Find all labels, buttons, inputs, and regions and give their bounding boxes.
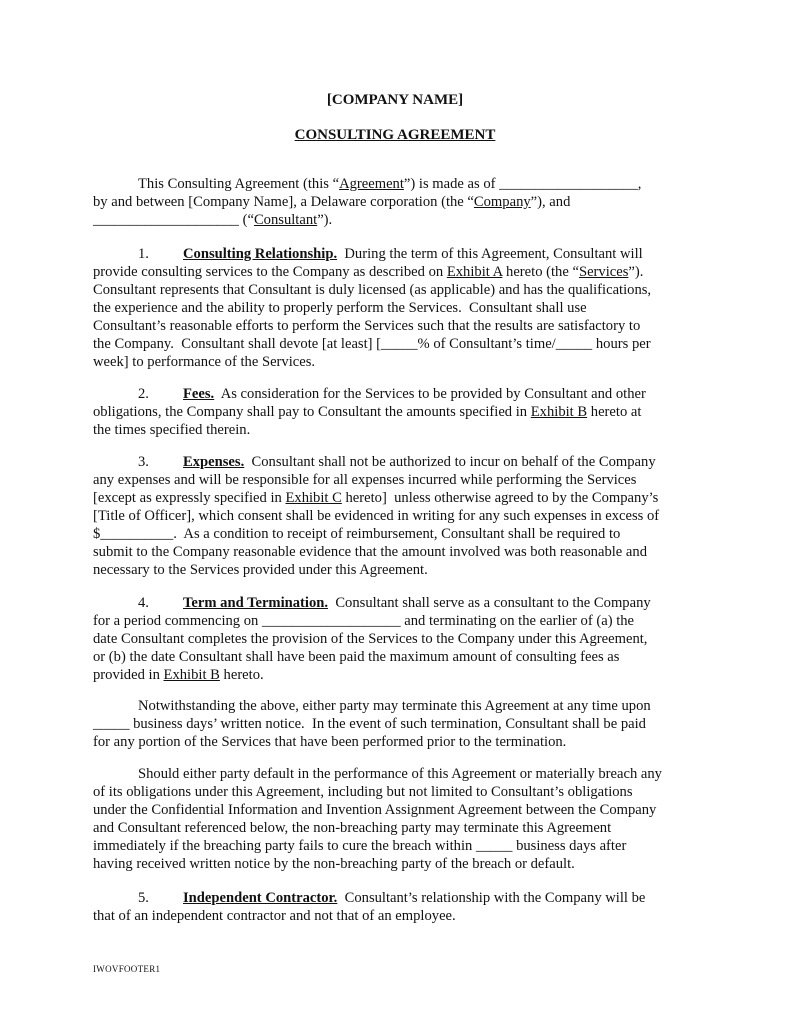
- default-paragraph: Should either party default in the performance of this Agreement or materially breach any of its obligations under this Agreement, including but not limited to Consultant’s obligations under the Confidential Information and Invention Assignment Agreement between the Company and Consultant referenced below, the non-breaching party may terminate this Agreement immediately if the breaching party fails to cure the breach within _____ business days after having received written notice by the non-breaching party of the breach or default.: [93, 766, 662, 872]
- section-4-term-and-termination: 4. Term and Termination. Consultant shall serve as a consultant to the Company for a period commencing on ___________________ and terminating on the earlier of (a) the date Consultant completes the provision of the Services to the Company under this Agreement, or (b) the date Consultant shall have been paid the maximum amount of consulting fees as provided in Exhibit B hereto.: [93, 595, 651, 683]
- section-heading: Term and Termination.: [183, 595, 329, 611]
- document-title: CONSULTING AGREEMENT: [294, 127, 496, 143]
- section-1-consulting-relationship: 1. Consulting Relationship. During the term of this Agreement, Consultant will provide consulting services to the Company as described on Exhibit A hereto (the “Services”). Consultant represents that Consultant is duly licensed (as applicable) and has the qualifications, the experience and the ability to properly perform the Services. Consultant shall use Consultant’s reasonable efforts to perform the Services such that the results are satisfactory to the Company. Consultant shall devote [at least] [_____% of Consultant’s time/_____ hours per week] to performance of the Services.: [93, 246, 652, 370]
- section-number: 4.: [138, 595, 149, 611]
- intro-paragraph: This Consulting Agreement (this “Agreement”) is made as of ___________________, by and between [Company Name], a Delaware corporation (the “Company”), and ____________________ (“Consultant”).: [93, 176, 642, 228]
- defined-term-consultant: Consultant: [253, 212, 318, 228]
- section-heading: Expenses.: [183, 454, 245, 470]
- defined-term-agreement: Agreement: [339, 176, 404, 192]
- section-heading: Fees.: [183, 386, 215, 402]
- exhibit-c-reference: Exhibit C: [285, 490, 342, 506]
- company-name: [COMPANY NAME]: [326, 92, 464, 108]
- section-2-fees: 2. Fees. As consideration for the Services to be provided by Consultant and other obligations, the Company shall pay to Consultant the amounts specified in Exhibit B hereto at the times specified therein.: [93, 386, 646, 438]
- section-number: 1.: [138, 246, 149, 262]
- section-5-independent-contractor: 5. Independent Contractor. Consultant’s relationship with the Company will be that of an independent contractor and not that of an employee.: [93, 890, 646, 924]
- section-heading: Consulting Relationship.: [183, 246, 338, 262]
- defined-term-services: Services: [578, 264, 629, 280]
- document-footer: IWOVFOOTER1: [93, 964, 161, 974]
- section-3-expenses: 3. Expenses. Consultant shall not be authorized to incur on behalf of the Company any expenses and will be responsible for all expenses incurred while performing the Services [except as expressly specified in Exhibit C hereto] unless otherwise agreed to by the Company’s [Title of Officer], which consent shall be evidenced in writing for any such expenses in excess of $__________. As a condition to receipt of reimbursement, Consultant shall be required to submit to the Company reasonable evidence that the amount involved was both reasonable and necessary to the Services provided under this Agreement.: [93, 454, 660, 578]
- section-number: 3.: [138, 454, 149, 470]
- exhibit-b-reference: Exhibit B: [163, 667, 220, 683]
- notwithstanding-paragraph: Notwithstanding the above, either party may terminate this Agreement at any time upon _____ business days’ written notice. In the event of such termination, Consultant shall be paid for any portion of the Services that have been performed prior to the termination.: [93, 698, 651, 750]
- section-heading: Independent Contractor.: [183, 890, 338, 906]
- defined-term-company: Company: [473, 194, 531, 210]
- exhibit-b-reference: Exhibit B: [530, 404, 588, 420]
- exhibit-a-reference: Exhibit A: [446, 264, 503, 280]
- section-number: 2.: [138, 386, 149, 402]
- section-number: 5.: [138, 890, 149, 906]
